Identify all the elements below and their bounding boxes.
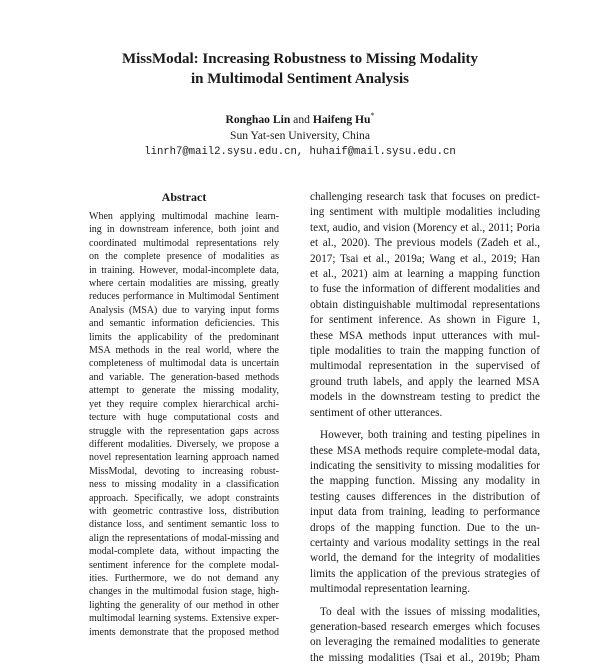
text-line: for sentiment inference. As shown in Figure 1, [310,314,540,327]
text-line: ing in downstream inference, both joint and [89,224,279,236]
text-line: the mapping function. Missing any modality in [310,475,540,488]
text-line: with geometric contrastive loss, distribution [89,505,279,517]
text-line: ground truth labels, and apply the learned MSA [310,375,540,388]
text-line: When applying multimodal machine learn- [89,211,279,222]
text-line: on leveraging the remained modalities to generate [310,636,540,649]
text-line: indicating the sensitivity to missing modalities for [310,459,540,472]
author-names [0,108,600,128]
text-line: coordinated multimodal representations rely [89,237,279,249]
text-line: et al., 2020). The previous models (Zadeh et al., [310,237,540,250]
text-line: models in the downstream testing to predict the [310,391,540,404]
text-line: testing causes differences in the distribution of [310,490,540,503]
author-conjunction: and [290,112,313,126]
text-line: tecture with huge computational costs and [89,412,279,424]
text-line: in training. However, modal-incomplete data, [89,264,279,276]
text-line: these MSA methods require complete-modal data, [310,444,540,457]
text-line: obtain distinguishable multimodal representations [310,298,540,311]
text-line: MSA methods in the real world, where the [89,345,279,357]
text-line: multimodal representation learning. [310,583,470,596]
text-line: completeness of multimodal data is uncertain [89,358,279,370]
title-line-2: in Multimodal Sentiment Analysis [191,71,409,87]
affiliation: Sun Yat-sen University, China [230,128,370,142]
text-line: ities. Furthermore, we do not demand any [89,572,279,584]
text-line: different modalities. Diversely, we propose a [89,438,279,450]
introduction-body [310,190,540,666]
paper-title [0,49,600,89]
body-paragraph-2 [310,428,540,597]
text-line: approach. Specifically, we adopt constraints [89,492,279,504]
text-line: certainty and various modality settings in the real [310,536,540,549]
author-block [0,108,600,160]
text-line: challenging research task that focuses on predict- [310,191,540,203]
text-line: input data from training, leading to performance [310,506,540,519]
text-line: However, both training and testing pipelines in [320,429,540,442]
author-emails: linrh7@mail2.sysu.edu.cn, huhaif@mail.sysu.edu.cn [144,145,456,158]
text-line: attempt to generate the missing modality, [89,385,279,397]
text-line: limits the application of the previous strategies of [310,567,540,580]
title-line-1: MissModal: Increasing Robustness to Missing Modality [121,51,478,67]
text-line: generation-based research emerges which focuses [310,620,540,633]
text-line: limits the applicability of the predominant [89,331,279,343]
text-line: et al., 2021) aim at learning a mapping function [310,268,540,281]
text-line: reduces performance in Multimodal Sentiment [89,291,279,303]
corresponding-author-mark: * [370,111,375,120]
text-line: struggle with the representation gaps across [89,425,279,437]
text-line: changes in the multimodal fusion stage, high- [89,586,279,598]
text-line: on the complete presence of modalities as [89,251,279,263]
text-line: multimodal learning systems. Extensive exper- [89,613,279,625]
abstract-body [89,210,279,639]
paragraph-gap [310,598,540,605]
text-line: these MSA methods input utterances with mul- [310,329,540,342]
text-line: yet they require complex hierarchical archi- [89,398,279,410]
text-line: drops of the mapping function. Due to the un- [310,521,540,534]
text-line: sentiment of other utterances. [310,406,443,419]
text-line: ness to missing modality in a classification [89,479,279,491]
text-line: sentiment inference for the complete modal- [89,559,279,571]
text-line: where certain modalities are missing, greatly [89,278,279,290]
text-line: To deal with the issues of missing modalities, [320,605,540,618]
text-line: tiple modalities to train the mapping function of [310,345,540,358]
text-line: world, the demand for the integrity of modalities [310,552,540,565]
text-line: to fuse the information of different modalities and [310,283,540,296]
text-line: iments demonstrate that the proposed method [89,626,279,638]
text-line: and semantic information deficiencies. This [89,318,279,330]
text-line: 2017; Tsai et al., 2019a; Wang et al., 2019; Han [310,252,540,265]
text-line: align the representations of modal-missing and [89,532,279,544]
text-line: distance loss, and sentiment semantic loss to [89,519,279,531]
body-paragraph-1 [310,190,540,421]
author-1: Ronghao Lin [225,112,291,126]
text-line: and variable. The generation-based methods [89,371,279,383]
author-2: Haifeng Hu [312,112,371,126]
text-line: ing sentiment with multiple modalities including [310,206,540,219]
text-line: the missing modalities (Tsai et al., 2019b; Pham [310,651,540,664]
abstract-heading: Abstract [161,190,207,204]
text-line: novel representation learning approach named [89,452,279,464]
paragraph-gap [310,421,540,428]
body-paragraph-3 [310,605,540,666]
text-line: multimodal representation in the supervised of [310,360,540,373]
text-line: text, audio, and vision (Morency et al., 2011; Poria [310,221,540,234]
text-line: Analysis (MSA) due to varying input forms [89,304,279,316]
text-line: modal-complete data, without impacting the [89,546,279,558]
text-line: MissModal, devoting to increasing robust- [89,465,279,477]
text-line: lighting the generality of our method in other [89,599,279,611]
